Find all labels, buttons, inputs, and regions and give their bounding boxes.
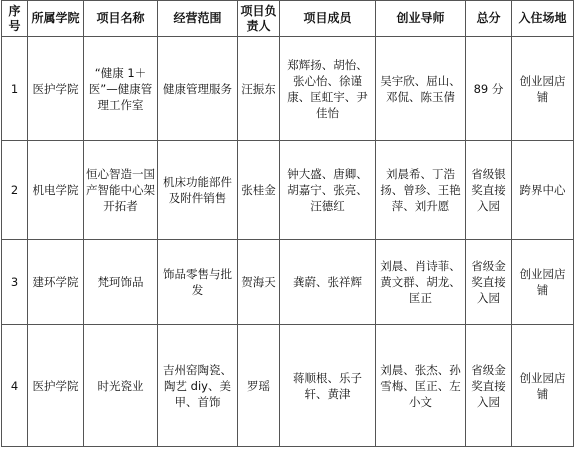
header-members: 项目成员 xyxy=(280,1,376,37)
cell-project-name: 恒心智造一国产智能中心架开拓者 xyxy=(84,141,158,240)
cell-mentors: 刘晨、张杰、孙雪梅、匡正、左小文 xyxy=(376,325,466,447)
cell-college: 机电学院 xyxy=(28,141,84,240)
cell-leader: 罗瑶 xyxy=(238,325,280,447)
incubation-projects-table xyxy=(1,0,574,447)
cell-scope: 饰品零售与批发 xyxy=(158,240,238,325)
cell-project-name: “健康 1＋医”—健康管理工作室 xyxy=(84,37,158,141)
cell-project-name: 梵珂饰品 xyxy=(84,240,158,325)
cell-scope: 吉州窑陶瓷、陶艺 diy、美甲、首饰 xyxy=(158,325,238,447)
cell-venue: 创业园店铺 xyxy=(512,240,574,325)
table-row xyxy=(2,325,574,447)
header-scope: 经营范围 xyxy=(158,1,238,37)
cell-project-name: 时光瓷业 xyxy=(84,325,158,447)
header-row xyxy=(2,1,574,37)
cell-members: 龚蔚、张祥辉 xyxy=(280,240,376,325)
cell-seq: 4 xyxy=(2,325,28,447)
header-venue: 入住场地 xyxy=(512,1,574,37)
header-college: 所属学院 xyxy=(28,1,84,37)
cell-venue: 跨界中心 xyxy=(512,141,574,240)
cell-venue: 创业园店铺 xyxy=(512,325,574,447)
cell-mentors: 刘晨、肖诗菲、黄文群、胡龙、匡正 xyxy=(376,240,466,325)
cell-scope: 机床功能部件及附件销售 xyxy=(158,141,238,240)
cell-leader: 贺海天 xyxy=(238,240,280,325)
header-mentors: 创业导师 xyxy=(376,1,466,37)
table-row xyxy=(2,240,574,325)
cell-score: 89 分 xyxy=(466,37,512,141)
cell-college: 建环学院 xyxy=(28,240,84,325)
cell-seq: 1 xyxy=(2,37,28,141)
cell-members: 郑辉扬、胡怡、张心怡、徐谨康、匡虹宇、尹佳怡 xyxy=(280,37,376,141)
header-leader: 项目负责人 xyxy=(238,1,280,37)
cell-members: 钟大盛、唐卿、胡嘉宁、张亮、汪德红 xyxy=(280,141,376,240)
cell-seq: 3 xyxy=(2,240,28,325)
cell-scope: 健康管理服务 xyxy=(158,37,238,141)
table-row xyxy=(2,141,574,240)
cell-college: 医护学院 xyxy=(28,325,84,447)
cell-score: 省级银奖直接入园 xyxy=(466,141,512,240)
cell-college: 医护学院 xyxy=(28,37,84,141)
header-project-name: 项目名称 xyxy=(84,1,158,37)
cell-venue: 创业园店铺 xyxy=(512,37,574,141)
cell-leader: 张桂金 xyxy=(238,141,280,240)
cell-score: 省级金奖直接入园 xyxy=(466,325,512,447)
cell-members: 蒋顺根、乐子轩、黄津 xyxy=(280,325,376,447)
cell-mentors: 吴宇欣、屈山、邓侃、陈玉倩 xyxy=(376,37,466,141)
header-seq: 序号 xyxy=(2,1,28,37)
cell-leader: 汪振东 xyxy=(238,37,280,141)
cell-score: 省级金奖直接入园 xyxy=(466,240,512,325)
table-row xyxy=(2,37,574,141)
cell-mentors: 刘晨希、丁浩扬、曾珍、王艳萍、刘升愿 xyxy=(376,141,466,240)
header-score: 总分 xyxy=(466,1,512,37)
cell-seq: 2 xyxy=(2,141,28,240)
